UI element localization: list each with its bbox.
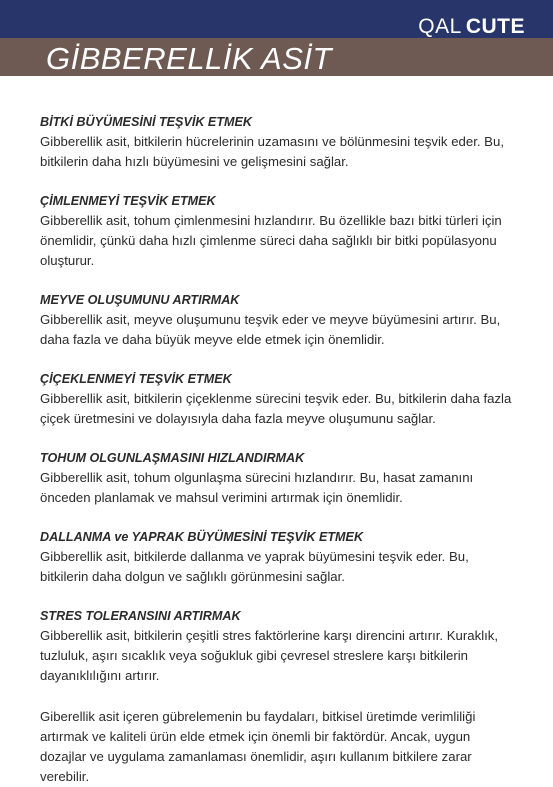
section-heading: ÇİÇEKLENMEYİ TEŞVİK ETMEK	[40, 372, 232, 386]
section-body: Gibberellik asit, bitkilerde dallanma ve yaprak büyümesini teşvik eder. Bu, bitkilerin daha dolgun ve sağlıklı görünmesini sağlar.	[40, 549, 469, 584]
section-seed-maturation	[40, 448, 520, 508]
conclusion-paragraph: Giberellik asit içeren gübrelemenin bu faydaları, bitkisel üretimde verimliliği artırmak ve kaliteli ürün elde etmek için önemli bir faktördür. Ancak, uygun dozajlar ve uygulama zamanlaması önemlidir, aşırı kullanım bitkilere zarar verebilir.	[40, 709, 476, 784]
section-plant-growth	[40, 112, 520, 172]
section-flowering	[40, 369, 520, 429]
section-body: Gibberellik asit, meyve oluşumunu teşvik eder ve meyve büyümesini artırır. Bu, daha fazla ve daha büyük meyve elde etmek için önemlidir.	[40, 312, 501, 347]
section-body: Gibberellik asit, bitkilerin çeşitli stres faktörlerine karşı direncini artırır. Kuraklık, tuzluluk, aşırı sıcaklık veya soğukluk gibi çevresel streslere karşı bitkilerin dayanıklılığını artırır.	[40, 628, 499, 683]
section-heading: ÇİMLENMEYİ TEŞVİK ETMEK	[40, 194, 216, 208]
section-body: Gibberellik asit, tohum çimlenmesini hızlandırır. Bu özellikle bazı bitki türleri için önemlidir, çünkü daha hızlı çimlenme süreci daha sağlıklı bir bitki popülasyonu oluşturur.	[40, 213, 502, 268]
brand-name-bold: CUTE	[465, 15, 525, 38]
section-body: Gibberellik asit, bitkilerin hücrelerinin uzamasını ve bölünmesini teşvik eder. Bu, bitkilerin daha hızlı büyümesini ve gelişmesini sağlar.	[40, 134, 504, 169]
section-germination	[40, 191, 520, 271]
brand-name-light: QAL	[418, 15, 462, 38]
section-heading: STRES TOLERANSINI ARTIRMAK	[40, 609, 241, 623]
page-title: GİBBERELLİK ASİT	[46, 41, 332, 76]
section-stress-tolerance	[40, 606, 520, 686]
brand-logo	[418, 16, 525, 38]
section-body: Gibberellik asit, bitkilerin çiçeklenme sürecini teşvik eder. Bu, bitkilerin daha fazla çiçek üretmesini ve dolayısıyla daha fazla meyve oluşumunu sağlar.	[40, 391, 512, 426]
section-heading: TOHUM OLGUNLAŞMASINI HIZLANDIRMAK	[40, 451, 305, 465]
section-heading: MEYVE OLUŞUMUNU ARTIRMAK	[40, 293, 240, 307]
section-heading: DALLANMA ve YAPRAK BÜYÜMESİNİ TEŞVİK ETMEK	[40, 530, 364, 544]
section-heading: BİTKİ BÜYÜMESİNİ TEŞVİK ETMEK	[40, 115, 253, 129]
section-body: Gibberellik asit, tohum olgunlaşma sürecini hızlandırır. Bu, hasat zamanını önceden planlamak ve mahsul verimini artırmak için önemlidir.	[40, 470, 474, 505]
top-bar	[0, 0, 553, 38]
document-body	[40, 112, 520, 787]
section-fruit-formation	[40, 290, 520, 350]
section-branching-leaf-growth	[40, 527, 520, 587]
